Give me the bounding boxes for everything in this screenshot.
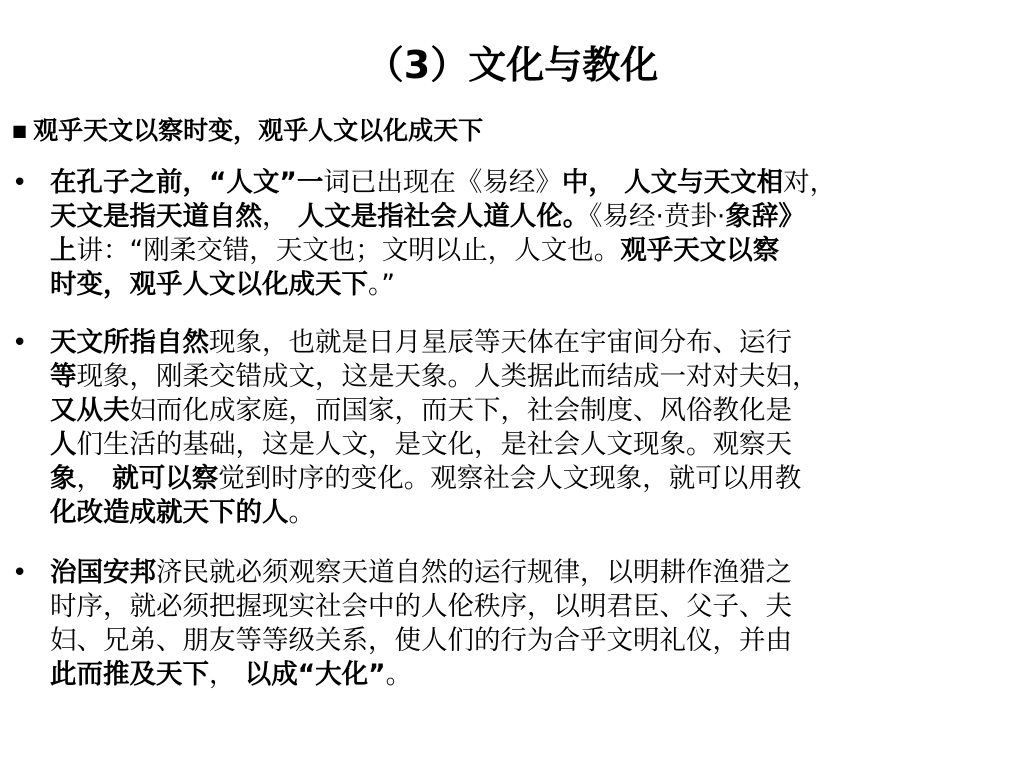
bullet-dot-icon: • — [12, 328, 28, 358]
text-run: 。 — [288, 497, 315, 528]
text-run: 人 — [50, 429, 77, 460]
bullet-dot-icon: • — [12, 558, 28, 588]
paragraph-line — [50, 462, 819, 496]
text-run: 天文所指自然 — [50, 327, 209, 358]
text-run: ， — [262, 201, 289, 232]
text-run: 妇、兄弟、朋友等等级关系，使人们的行为合乎文明礼仪，并由 — [50, 625, 792, 656]
text-run: 中， — [561, 167, 615, 198]
text-run: 现象，刚柔交错成文，这是天象。人类据此而结成一对对夫妇， — [76, 361, 819, 392]
text-run: 以成“ — [235, 659, 316, 690]
text-run: 现象，也就是日月星辰等天体在宇宙间分布、运行 — [209, 327, 792, 358]
text-run: 此而推及天下 — [50, 659, 209, 690]
text-run: 一 — [296, 167, 324, 198]
text-run: 化改造成就天下的人 — [50, 497, 289, 528]
paragraph-line — [50, 200, 836, 234]
text-run: 讲：“刚柔交错，天文也；文明以止，人文也。 — [76, 235, 621, 266]
text-run: 们生活的基础，这是人文，是文化，是社会人文现象。观察天 — [76, 429, 792, 460]
paragraph-line — [50, 428, 819, 462]
paragraph-line — [50, 658, 792, 692]
text-run: 人文 — [226, 167, 280, 198]
text-run: 。” — [368, 269, 395, 300]
paragraph-lines — [50, 326, 819, 530]
text-run: 对， — [783, 167, 837, 198]
paragraph-line — [50, 268, 836, 302]
text-run: 。 — [385, 659, 413, 690]
text-run: 天文是指 — [50, 201, 156, 232]
paragraph-line — [50, 326, 819, 360]
text-run: 《易经·贲卦· — [589, 201, 726, 232]
text-run: 大化 — [315, 659, 369, 690]
text-run: ” — [368, 659, 386, 690]
text-run: 时序，就必须把握现实社会中的人伦秩序，以明君臣、父子、夫 — [50, 591, 792, 622]
paragraph-line — [50, 234, 836, 268]
text-run: 词已出现在《易经》 — [323, 167, 562, 198]
subheading-text: 观乎天文以察时变，观乎人文以化成天下 — [33, 116, 484, 145]
paragraph-line — [50, 360, 819, 394]
paragraph-line — [50, 590, 792, 624]
text-run: 观乎天文以察 — [620, 235, 780, 266]
text-run: 就可以察 — [103, 463, 219, 494]
paragraph-line — [50, 556, 792, 590]
text-run: 象辞》 — [725, 201, 805, 232]
text-run: ， — [209, 659, 236, 690]
text-run: 又从夫 — [50, 395, 130, 426]
text-run: ， — [76, 463, 103, 494]
text-run: 天道自然 — [156, 201, 262, 232]
subheading — [12, 114, 483, 148]
slide-title: （3）文化与教化 — [365, 43, 659, 87]
paragraph-line — [50, 166, 836, 200]
text-run: ” — [279, 167, 297, 198]
paragraph-line — [50, 496, 819, 530]
text-run: 觉到时序的变化。观察社会人文现象，就可以用教 — [218, 463, 802, 494]
paragraph-lines — [50, 166, 836, 302]
text-run: 等 — [50, 361, 77, 392]
text-run: 在孔子之前，“ — [50, 167, 227, 198]
text-run: 济民就必须观察天道自然的运行规律，以明耕作渔猎之 — [156, 557, 792, 588]
square-bullet-icon: ■ — [12, 121, 28, 140]
text-run: 人文与天文相 — [614, 167, 784, 198]
text-run: 治国安邦 — [50, 557, 156, 588]
bullet-dot-icon: • — [12, 168, 28, 198]
text-run: 。 — [562, 201, 590, 232]
paragraph-line — [50, 394, 819, 428]
text-run: 时变，观乎人文以化成天下 — [50, 269, 368, 300]
paragraph-line — [50, 624, 792, 658]
paragraph-lines — [50, 556, 792, 692]
text-run: 妇而化成家庭，而国家，而天下，社会制度、风俗教化是 — [129, 395, 792, 426]
text-run: 上 — [50, 235, 77, 266]
text-run: 人文是指社会人道人伦 — [288, 201, 563, 232]
text-run: 象 — [50, 463, 77, 494]
